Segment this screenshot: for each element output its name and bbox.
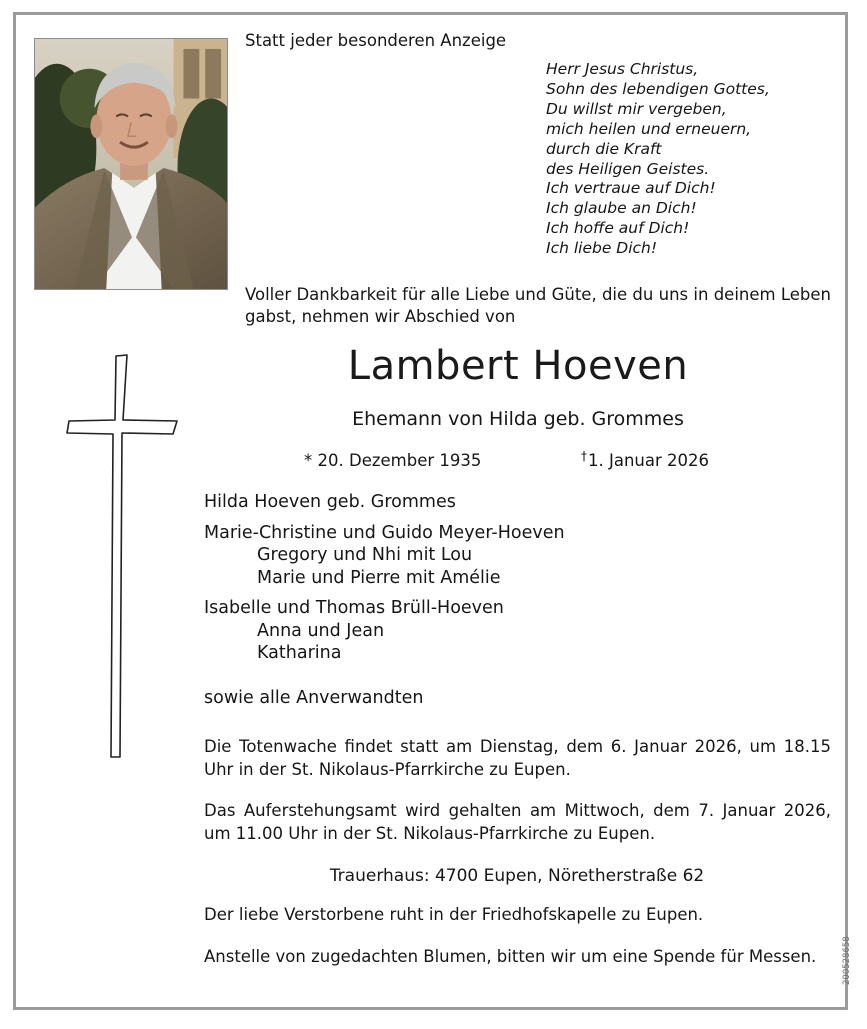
family-member: Hilda Hoeven geb. Grommes xyxy=(204,492,456,512)
family-group xyxy=(204,522,565,590)
prayer-line: Ich liebe Dich! xyxy=(546,239,658,258)
family-member: Gregory und Nhi mit Lou xyxy=(257,545,473,565)
family-member: Katharina xyxy=(257,643,342,663)
header-note: Statt jeder besonderen Anzeige xyxy=(245,31,507,50)
portrait-photo xyxy=(34,38,228,290)
death-symbol: † xyxy=(581,449,587,463)
prayer-line: durch die Kraft xyxy=(546,139,662,158)
family-member: Marie und Pierre mit Amélie xyxy=(257,567,501,588)
family-member: Marie-Christine und Guido Meyer-Hoeven xyxy=(204,522,565,543)
mass-notice: Das Auferstehungsamt wird gehalten am Mittwoch, dem 7. Januar 2026, um 11.00 Uhr in der St. Nikolaus-Pfarrkirche zu Eupen. xyxy=(204,801,831,843)
family-group xyxy=(204,491,565,514)
deceased-name: Lambert Hoeven xyxy=(347,343,689,389)
intro-text: Voller Dankbarkeit für alle Liebe und Güte, die du uns in deinem Leben gabst, nehmen wir Abschied von xyxy=(245,285,831,326)
reference-code: 200528658 xyxy=(842,936,852,985)
spouse-line: Ehemann von Hilda geb. Grommes xyxy=(352,408,684,430)
birth-symbol: * xyxy=(304,451,313,470)
relatives-line: sowie alle Anverwandten xyxy=(204,688,424,708)
death-date-text: 1. Januar 2026 xyxy=(588,451,710,470)
prayer-line: Sohn des lebendigen Gottes, xyxy=(546,79,770,98)
resting-place-notice: Der liebe Verstorbene ruht in der Friedhofskapelle zu Eupen. xyxy=(204,905,704,924)
birth-date-text: 20. Dezember 1935 xyxy=(317,451,482,470)
prayer-line: des Heiligen Geistes. xyxy=(546,159,710,178)
prayer-verse xyxy=(546,60,770,259)
family-member: Isabelle und Thomas Brüll-Hoeven xyxy=(204,598,504,618)
family-list xyxy=(204,491,565,673)
flowers-notice: Anstelle von zugedachten Blumen, bitten wir um eine Spende für Messen. xyxy=(204,947,817,966)
family-group xyxy=(204,597,565,665)
wake-notice: Die Totenwache findet statt am Dienstag, dem 6. Januar 2026, um 18.15 Uhr in der St. Nikolaus-Pfarrkirche zu Eupen. xyxy=(204,737,831,779)
birth-date xyxy=(304,451,481,470)
cross-icon xyxy=(64,352,180,760)
mourning-house-address: Trauerhaus: 4700 Eupen, Nöretherstraße 62 xyxy=(329,866,705,886)
prayer-line: Ich vertraue auf Dich! xyxy=(546,179,716,198)
prayer-line: Herr Jesus Christus, xyxy=(546,60,699,78)
prayer-line: Du willst mir vergeben, xyxy=(546,99,727,118)
prayer-line: Ich glaube an Dich! xyxy=(546,199,697,218)
prayer-line: Ich hoffe auf Dich! xyxy=(546,219,690,238)
family-member: Anna und Jean xyxy=(257,620,385,641)
death-date xyxy=(581,451,709,470)
prayer-line: mich heilen und erneuern, xyxy=(546,119,752,138)
